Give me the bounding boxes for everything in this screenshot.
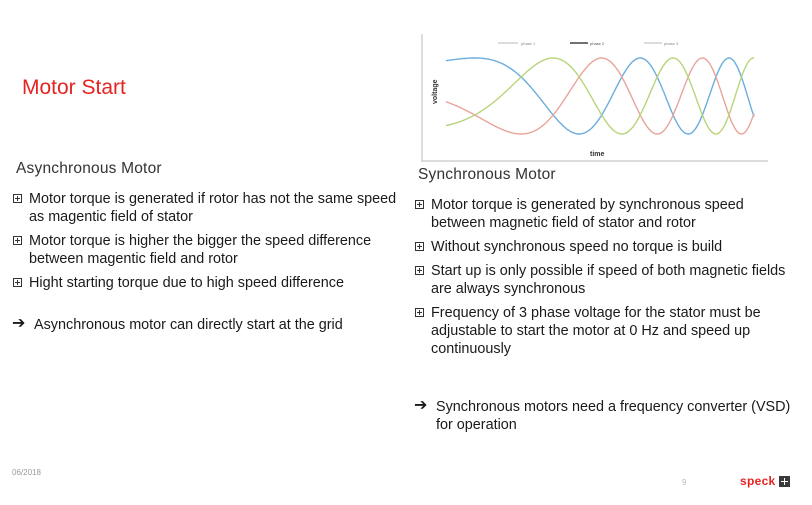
legend-label-phase-1: phase 1 <box>521 41 536 46</box>
speck-logo <box>740 474 790 488</box>
async-column <box>12 190 397 334</box>
sync-heading: Synchronous Motor <box>418 166 556 183</box>
sync-bullet <box>414 262 799 298</box>
bullet-icon <box>415 308 424 317</box>
async-conclusion <box>12 316 397 334</box>
series-line-phase-1 <box>446 58 754 134</box>
arrow-right-icon: ➔ <box>414 397 428 414</box>
logo-mark-icon <box>779 476 790 487</box>
arrow-right-icon: ➔ <box>12 315 26 332</box>
series-line-phase-3 <box>446 58 754 134</box>
bullet-icon <box>415 242 424 251</box>
sync-column <box>414 196 799 434</box>
x-axis-label: time <box>590 151 605 158</box>
bullet-icon <box>415 266 424 275</box>
page-number: 9 <box>682 478 687 487</box>
three-phase-voltage-chart <box>418 34 770 162</box>
async-conclusion-text: Asynchronous motor can directly start at the grid <box>34 317 343 333</box>
slide-title: Motor Start <box>22 76 126 99</box>
sync-bullet <box>414 304 799 358</box>
sync-bullet-text: Frequency of 3 phase voltage for the stator must be adjustable to start the motor at 0 Hz and speed up continuously <box>431 305 761 357</box>
footer-date: 06/2018 <box>12 468 41 477</box>
sync-bullet-text: Motor torque is generated by synchronous speed between magnetic field of stator and rotor <box>431 197 744 231</box>
async-bullet-text: Motor torque is higher the bigger the speed difference between magentic field and rotor <box>29 233 372 267</box>
sync-bullet <box>414 196 799 232</box>
sync-conclusion <box>414 398 799 434</box>
async-bullet-text: Motor torque is generated if rotor has not the same speed as magentic field of stator <box>29 191 397 225</box>
async-bullet-text: Hight starting torque due to high speed difference <box>29 275 344 291</box>
chart-series <box>446 58 754 134</box>
async-bullet <box>12 190 397 226</box>
y-axis-label: voltage <box>432 79 439 104</box>
bullet-icon <box>13 194 22 203</box>
logo-text: speck <box>740 474 776 488</box>
bullet-icon <box>415 200 424 209</box>
series-line-phase-2 <box>446 58 754 134</box>
sync-conclusion-text: Synchronous motors need a frequency converter (VSD) for operation <box>436 399 791 433</box>
async-bullet <box>12 274 397 292</box>
async-heading: Asynchronous Motor <box>16 160 162 177</box>
chart-legend <box>498 41 679 46</box>
bullet-icon <box>13 278 22 287</box>
sync-bullet-text: Without synchronous speed no torque is build <box>431 239 723 255</box>
sync-bullet-text: Start up is only possible if speed of both magnetic fields are always synchronous <box>431 263 786 297</box>
legend-label-phase-3: phase 3 <box>664 41 679 46</box>
legend-label-phase-2: phase 2 <box>590 41 605 46</box>
bullet-icon <box>13 236 22 245</box>
sync-bullet <box>414 238 799 256</box>
chart-svg <box>418 34 770 162</box>
async-bullet <box>12 232 397 268</box>
